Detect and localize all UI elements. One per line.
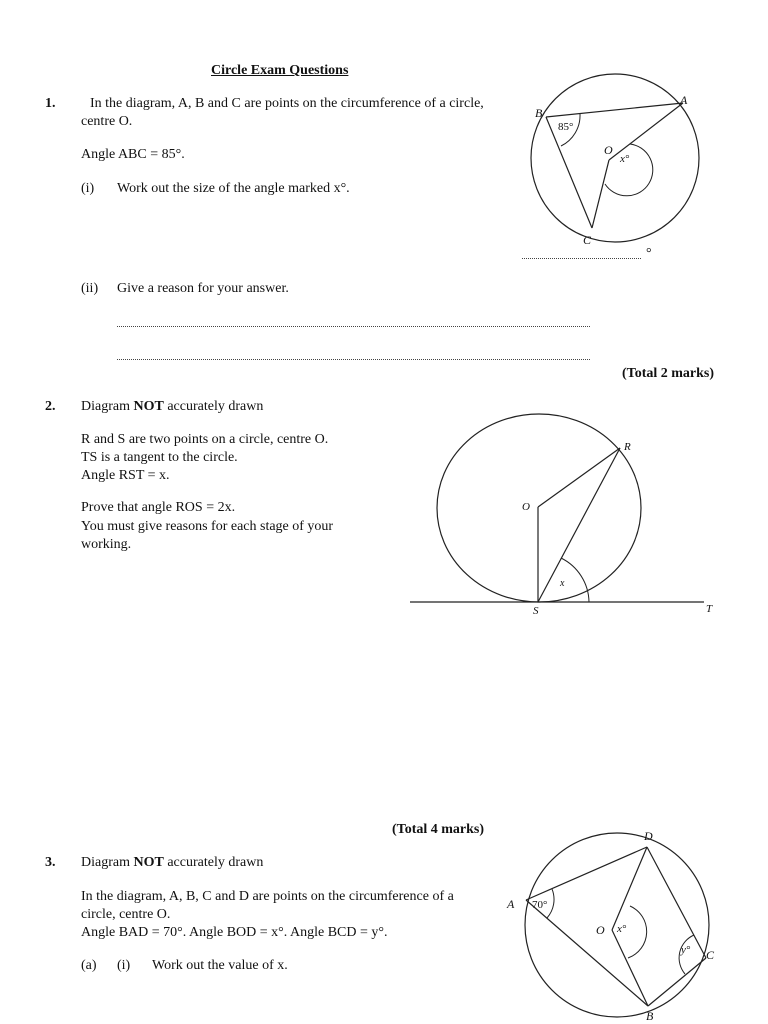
q1-part-ii-text: Give a reason for your answer. [117, 281, 289, 296]
q1-part-i-label: (i) [81, 181, 95, 196]
q1-given-angle: Angle ABC = 85°. [81, 147, 185, 162]
q1-number: 1. [45, 96, 56, 111]
q3-part-i-text: Work out the value of x. [152, 958, 288, 973]
q2-angle-x-text: x [560, 578, 565, 589]
q3-chord-ab [526, 900, 648, 1006]
q3-part-a-label: (a) [81, 958, 97, 973]
q3-angle-o-text: x° [617, 923, 627, 935]
q3-line1: In the diagram, A, B, C and D are points on the circumference of a [81, 889, 454, 904]
q1-label-o: O [604, 143, 613, 157]
q3-part-i-label: (i) [117, 958, 131, 973]
q3-angle-o-arc [628, 906, 647, 958]
q3-line3: Angle BAD = 70°. Angle BOD = x°. Angle BCD = y°. [81, 925, 388, 940]
q2-label-o: O [522, 501, 530, 513]
page-title: Circle Exam Questions [211, 63, 349, 78]
q2-total-marks: (Total 4 marks) [392, 822, 485, 837]
q2-heading-not: NOT [133, 399, 164, 414]
q1-angle-b-text: 85° [558, 121, 574, 133]
q1-label-b: B [535, 106, 543, 120]
q3-label-d: D [644, 829, 653, 843]
q3-chord-cb [648, 958, 706, 1006]
q1-total-marks: (Total 2 marks) [622, 366, 715, 381]
q2-line3: Angle RST = x. [81, 468, 170, 483]
q3-label-o: O [596, 923, 605, 937]
q2-line1: R and S are two points on a circle, centre O. [81, 432, 329, 447]
q3-chord-ad [526, 847, 647, 900]
q1-angle-o-text: x° [620, 153, 630, 165]
q2-line4: Prove that angle ROS = 2x. [81, 500, 236, 515]
q3-heading-not: NOT [133, 855, 164, 870]
q3-heading-pre: Diagram [81, 855, 134, 870]
q1-intro-line1: In the diagram, A, B and C are points on the circumference of a circle, [90, 96, 484, 111]
q3-label-a: A [507, 897, 515, 911]
q3-line2: circle, centre O. [81, 907, 171, 922]
q1-intro-line2: centre O. [81, 114, 133, 129]
q2-label-r: R [624, 441, 631, 453]
q2-heading-pre: Diagram [81, 399, 134, 414]
q3-number: 3. [45, 855, 56, 870]
q3-chord-dc [647, 847, 706, 958]
q3-heading-post: accurately drawn [163, 855, 264, 870]
q2-label-t: T [706, 603, 713, 615]
q1-label-c: C [583, 233, 592, 247]
q2-heading-post: accurately drawn [163, 399, 264, 414]
q3-angle-c-text: y° [681, 944, 691, 956]
q1-answer-unit: ° [646, 246, 652, 261]
q3-angle-a-arc [547, 889, 554, 918]
q1-label-a: A [680, 93, 688, 107]
q1-part-i-text: Work out the size of the angle marked x°. [117, 181, 350, 196]
q3-label-c: C [706, 948, 715, 962]
q3-angle-a-text: 70° [532, 899, 548, 911]
q2-line5: You must give reasons for each stage of your [81, 519, 334, 534]
q3-radius-ob [612, 930, 648, 1006]
q1-part-ii-label: (ii) [81, 281, 99, 296]
q2-label-s: S [533, 605, 539, 617]
q2-number: 2. [45, 399, 56, 414]
q2-line6: working. [81, 537, 132, 552]
q3-label-b: B [646, 1009, 654, 1023]
q2-line2: TS is a tangent to the circle. [81, 450, 238, 465]
